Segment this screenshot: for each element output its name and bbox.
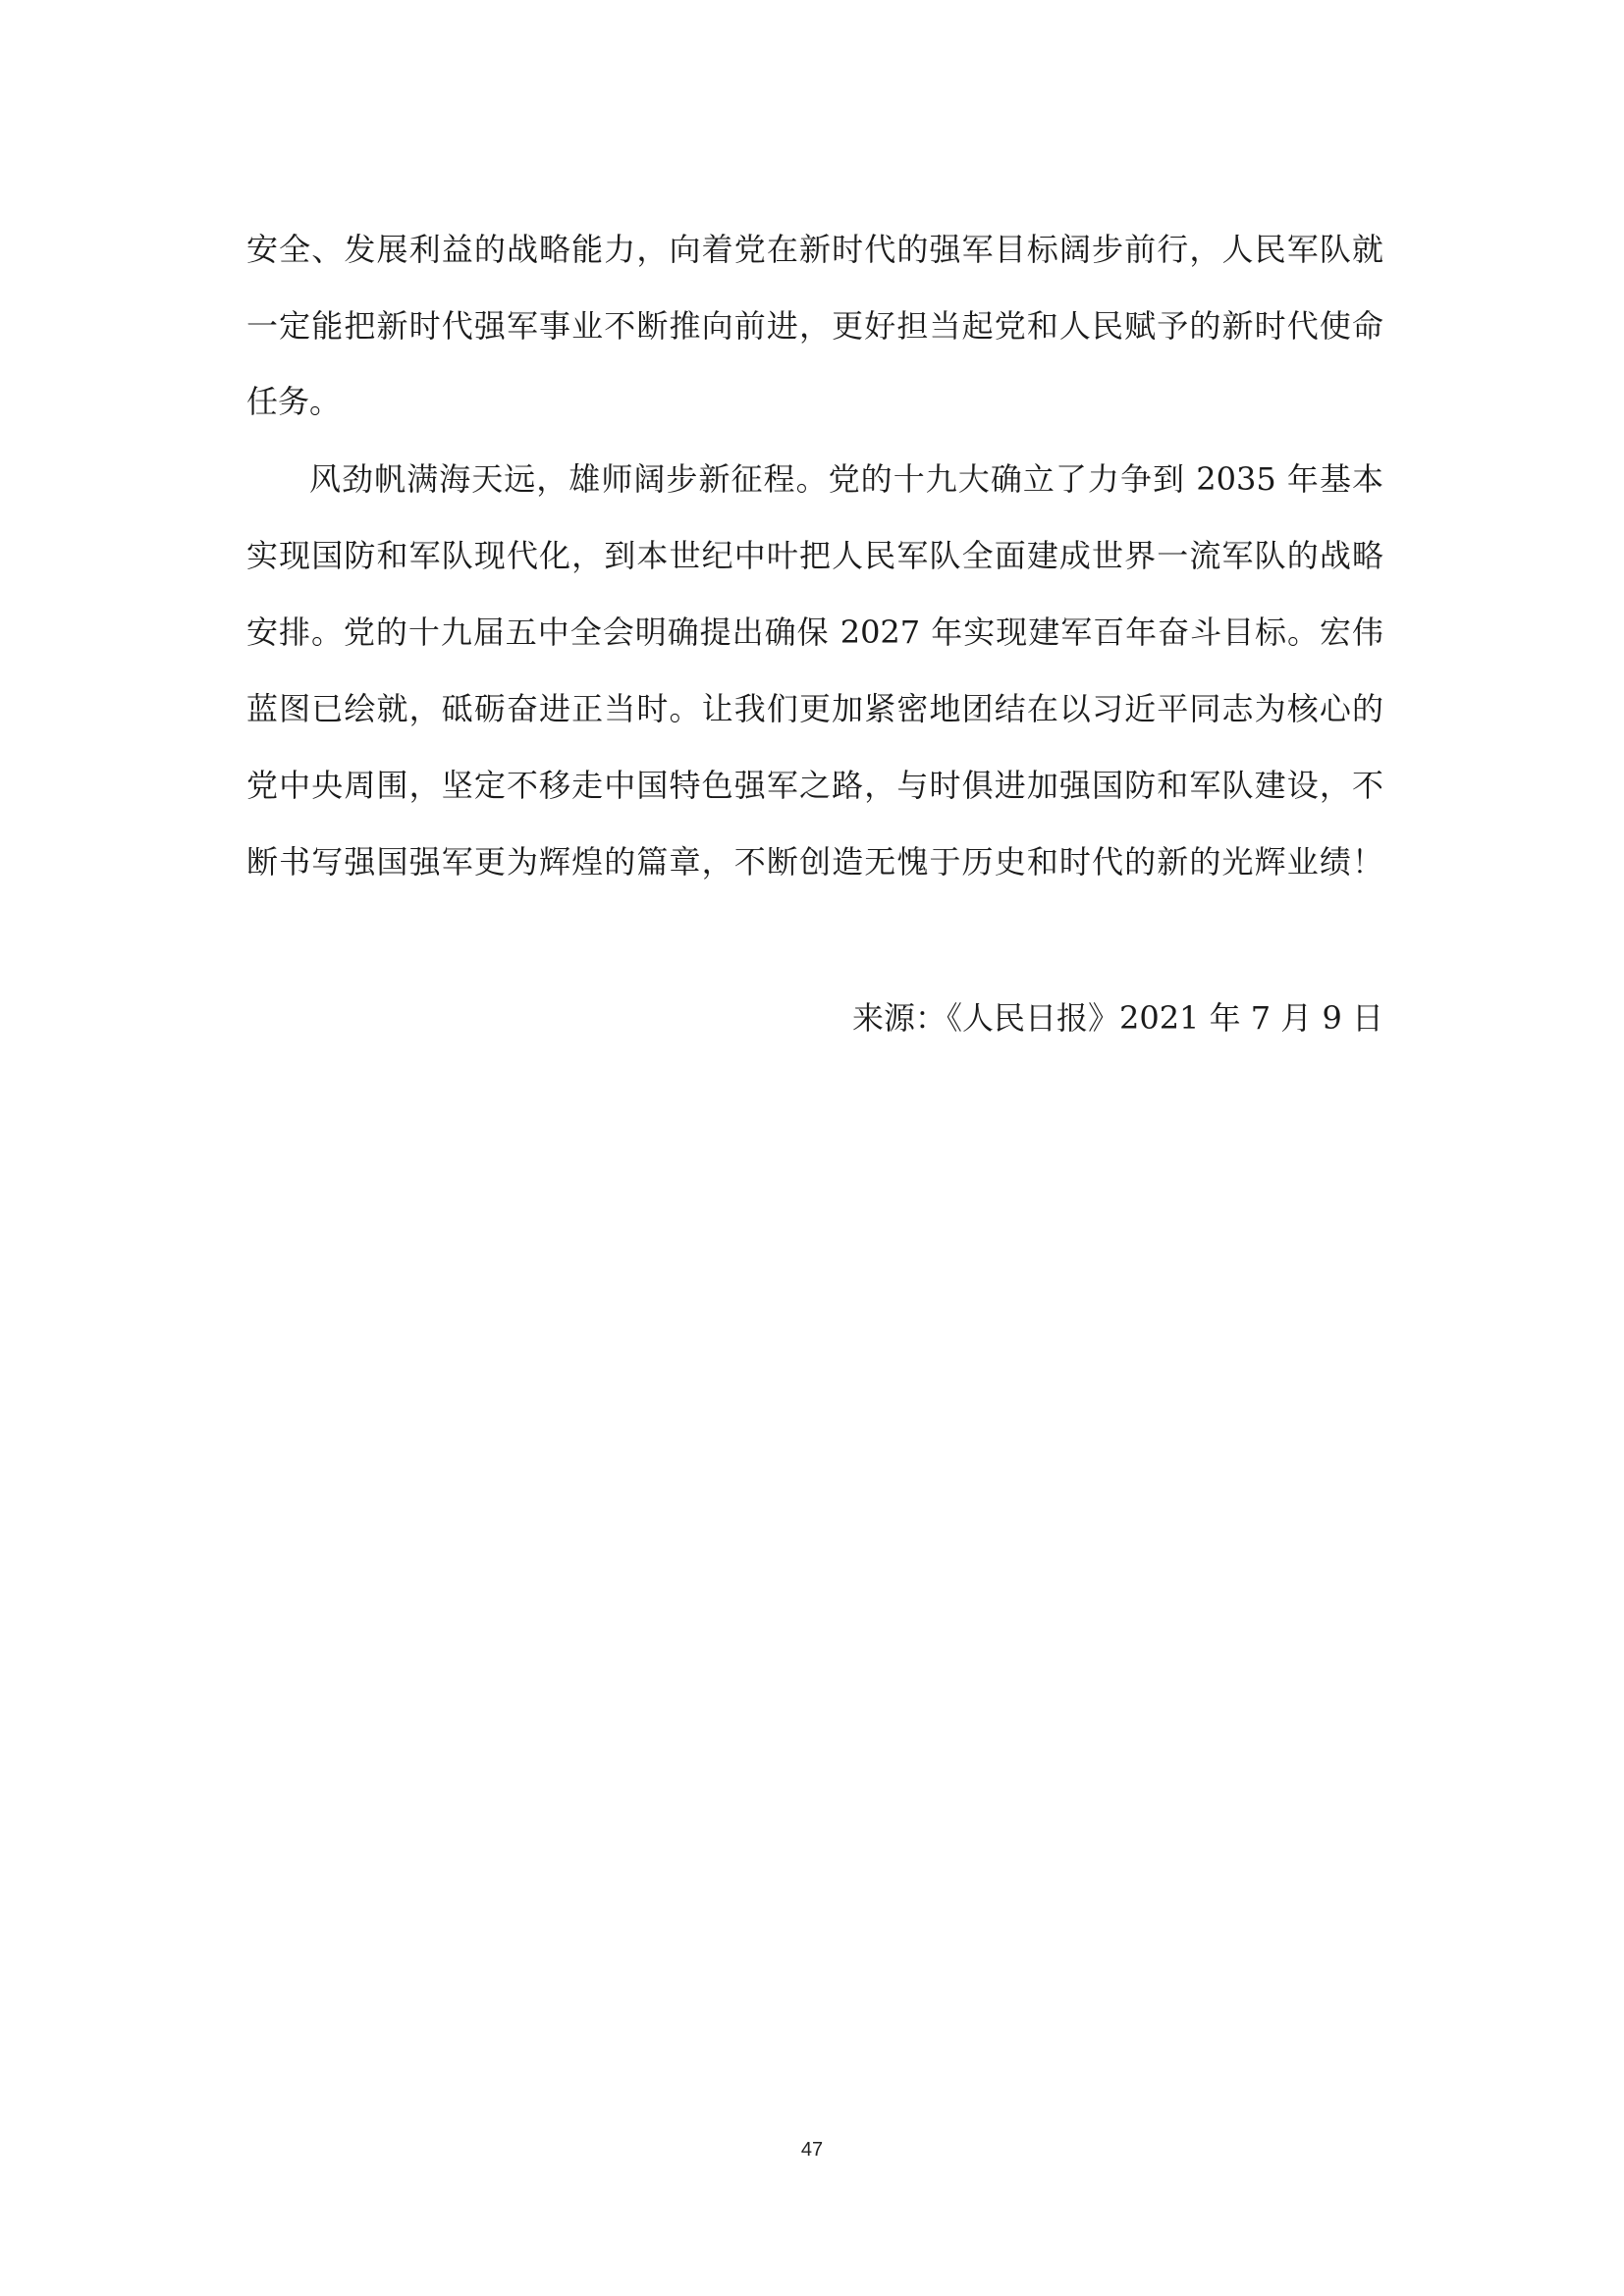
paragraph-2-line-2: 实现国防和军队现代化，到本世纪中叶把人民军队全面建成世界一流军队的战略 <box>246 537 1383 574</box>
page-number: 47 <box>800 2139 824 2161</box>
paragraph-2-line-6: 断书写强国强军更为辉煌的篇章，不断创造无愧于历史和时代的新的光辉业绩！ <box>246 843 1383 881</box>
paragraph-1-line-3: 任务。 <box>246 383 342 420</box>
paragraph-1-line-2: 一定能把新时代强军事业不断推向前进，更好担当起党和人民赋予的新时代使命 <box>246 307 1383 345</box>
paragraph-1-line-1: 安全、发展利益的战略能力，向着党在新时代的强军目标阔步前行，人民军队就 <box>246 231 1383 268</box>
paragraph-2-line-3: 安排。党的十九届五中全会明确提出确保 2027 年实现建军百年奋斗目标。宏伟 <box>246 614 1383 651</box>
paragraph-2-line-1: 风劲帆满海天远，雄师阔步新征程。党的十九大确立了力争到 2035 年基本 <box>309 460 1383 498</box>
paragraph-2-line-5: 党中央周围，坚定不移走中国特色强军之路，与时俱进加强国防和军队建设，不 <box>246 767 1383 804</box>
source-citation: 来源：《人民日报》2021 年 7 月 9 日 <box>851 999 1383 1037</box>
paragraph-2-line-4: 蓝图已绘就，砥砺奋进正当时。让我们更加紧密地团结在以习近平同志为核心的 <box>246 690 1383 727</box>
